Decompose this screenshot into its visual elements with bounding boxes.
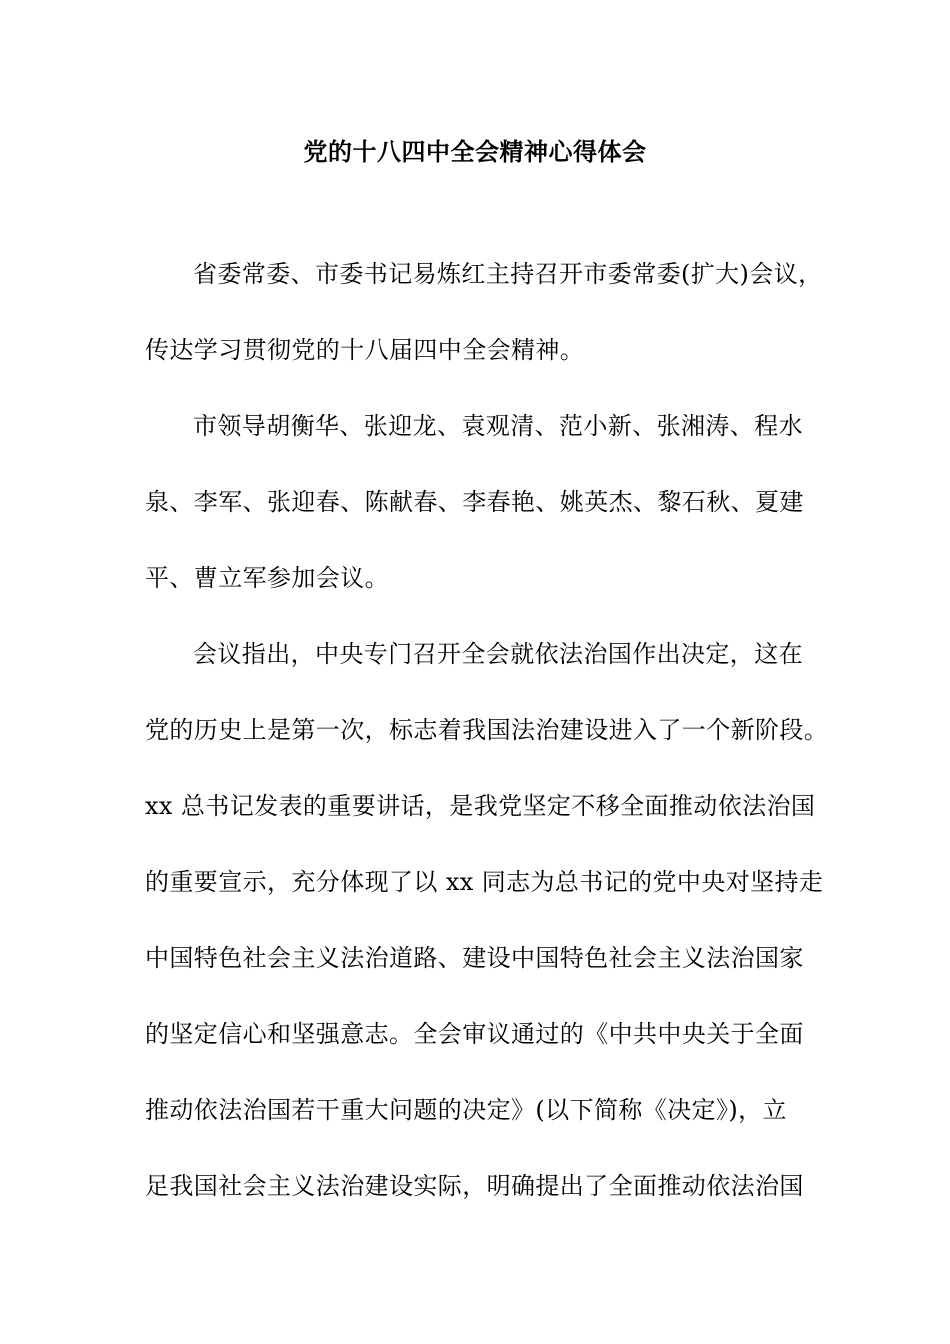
paragraph-2-line-3: 平、曹立军参加会议。 (145, 564, 389, 592)
paragraph-2-line-1: 市领导胡衡华、张迎龙、袁观清、范小新、张湘涛、程水 (193, 412, 803, 440)
paragraph-3-line-8: 足我国社会主义法治建设实际，明确提出了全面推动依法治国 (145, 1172, 804, 1200)
paragraph-3-line-1: 会议指出，中央专门召开全会就依法治国作出决定，这在 (193, 640, 803, 668)
paragraph-2-line-2: 泉、李军、张迎春、陈献春、李春艳、姚英杰、黎石秋、夏建 (145, 488, 804, 516)
paragraph-3-line-4: 的重要宣示，充分体现了以 xx 同志为总书记的党中央对坚持走 (145, 868, 824, 896)
paragraph-3-line-2: 党的历史上是第一次，标志着我国法治建设进入了一个新阶段。 (145, 716, 829, 744)
paragraph-1-line-2: 传达学习贯彻党的十八届四中全会精神。 (145, 336, 585, 364)
paragraph-1-line-1: 省委常委、市委书记易炼红主持召开市委常委(扩大)会议， (193, 260, 823, 288)
paragraph-3-line-3: xx 总书记发表的重要讲话，是我党坚定不移全面推动依法治国 (145, 792, 816, 820)
paragraph-3-line-7: 推动依法治国若干重大问题的决定》(以下简称《决定》)，立 (145, 1096, 787, 1124)
paragraph-3-line-5: 中国特色社会主义法治道路、建设中国特色社会主义法治国家 (145, 944, 804, 972)
paragraph-3-line-6: 的坚定信心和坚强意志。全会审议通过的《中共中央关于全面 (145, 1020, 804, 1048)
document-title: 党的十八四中全会精神心得体会 (303, 137, 647, 166)
